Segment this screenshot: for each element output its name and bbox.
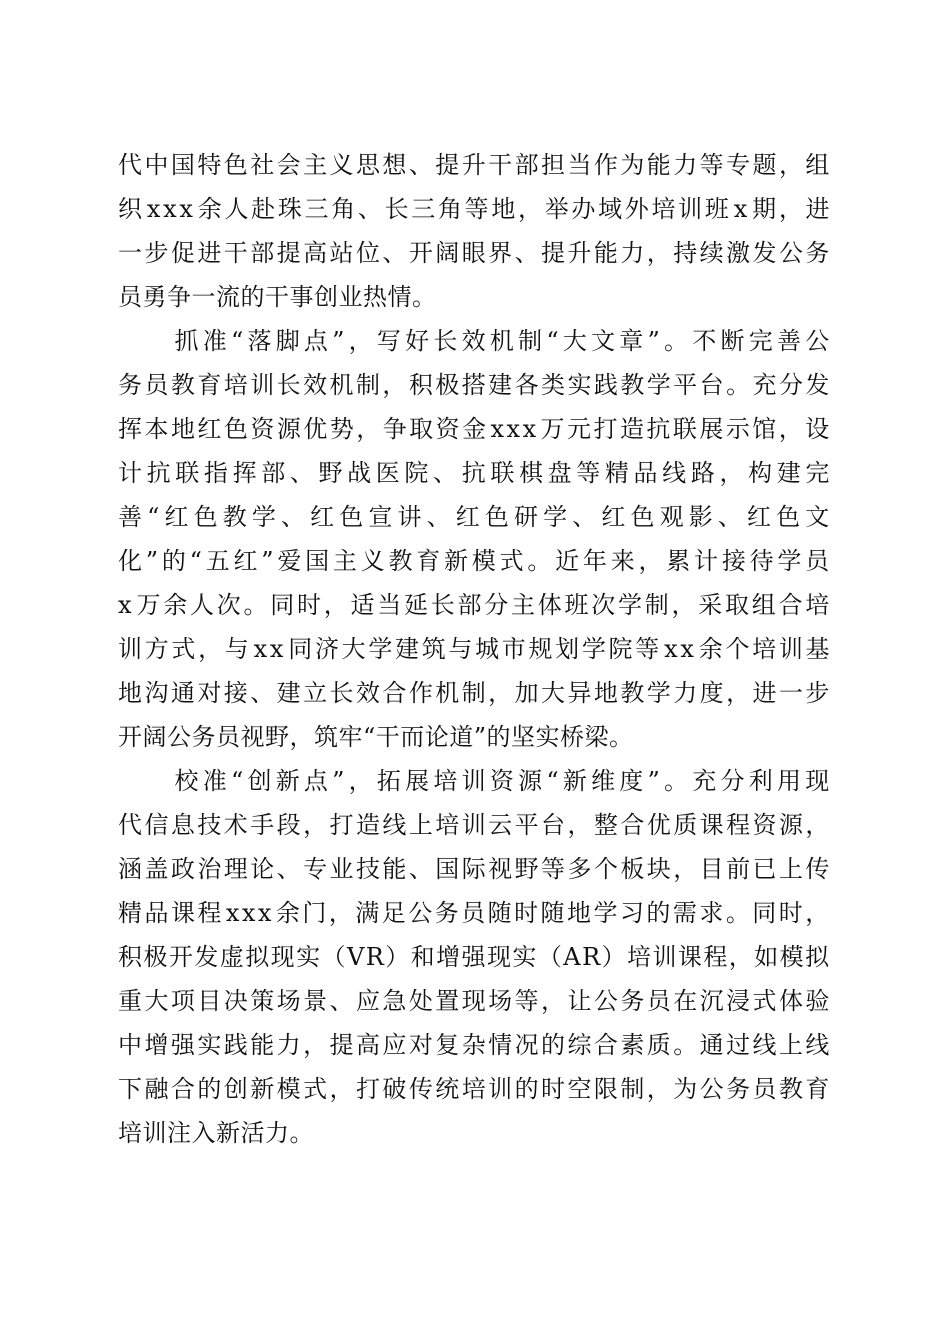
text-line: x 万 余 人 次 。 同 时 ， 适 当 延 长 部 分 主 体 班 次 学 制 ， 采 取 组 合 培 [118, 591, 830, 619]
text-line: 挥 本 地 红 色 资 源 优 势 ， 争 取 资 金 x x x 万 元 打 造 抗 联 展 示 馆 ， 设 [118, 415, 830, 443]
text-line: 一 步 促 进 干 部 提 高 站 位 、 开 阔 眼 界 、 提 升 能 力 ， 持 续 激 发 公 务 [118, 239, 830, 267]
text-line: 精 品 课 程 x x x 余 门 ， 满 足 公 务 员 随 时 随 地 学 习 的 需 求 。 同 时 ， [118, 899, 830, 927]
text-line: 培训注入新活力。 [118, 1119, 314, 1147]
text-line: 化 ” 的 “ 五 红 ” 爱 国 主 义 教 育 新 模 式 。 近 年 来 ， 累 计 接 待 学 员 [118, 547, 830, 575]
text-line: 代 信 息 技 术 手 段 ， 打 造 线 上 培 训 云 平 台 ， 整 合 优 质 课 程 资 源 ， [118, 811, 830, 839]
text-line: 积 极 开 发 虚 拟 现 实 （ V R ） 和 增 强 现 实 （ A R ） 培 训 课 程 ， 如 模 拟 [118, 943, 830, 971]
text-line: 务 员 教 育 培 训 长 效 机 制 ， 积 极 搭 建 各 类 实 践 教 学 平 台 。 充 分 发 [118, 371, 830, 399]
text-line: 重 大 项 目 决 策 场 景 、 应 急 处 置 现 场 等 ， 让 公 务 员 在 沉 浸 式 体 验 [118, 987, 830, 1015]
text-line: 训 方 式 ， 与 x x 同 济 大 学 建 筑 与 城 市 规 划 学 院 等 x x 余 个 培 训 基 [118, 635, 830, 663]
text-line: 涵 盖 政 治 理 论 、 专 业 技 能 、 国 际 视 野 等 多 个 板 块 ， 目 前 已 上 传 [118, 855, 830, 883]
text-line: 开阔公务员视野，筑牢“干而论道”的坚实桥梁。 [118, 723, 634, 751]
text-line: 校 准 “ 创 新 点 ” ， 拓 展 培 训 资 源 “ 新 维 度 ” 。 充 分 利 用 现 [174, 767, 830, 795]
text-line: 织 x x x 余 人 赴 珠 三 角 、 长 三 角 等 地 ， 举 办 域 外 培 训 班 x 期 ， 进 [118, 195, 830, 223]
document-body [118, 143, 830, 1155]
text-line: 地 沟 通 对 接 、 建 立 长 效 合 作 机 制 ， 加 大 异 地 教 学 力 度 ， 进 一 步 [118, 679, 830, 707]
text-line: 计 抗 联 指 挥 部 、 野 战 医 院 、 抗 联 棋 盘 等 精 品 线 路 ， 构 建 完 [118, 459, 830, 487]
text-line: 代 中 国 特 色 社 会 主 义 思 想 、 提 升 干 部 担 当 作 为 能 力 等 专 题 ， 组 [118, 151, 830, 179]
text-line: 抓 准 “ 落 脚 点 ” ， 写 好 长 效 机 制 “ 大 文 章 ” 。 不 断 完 善 公 [174, 327, 830, 355]
text-line: 下 融 合 的 创 新 模 式 ， 打 破 传 统 培 训 的 时 空 限 制 ， 为 公 务 员 教 育 [118, 1075, 830, 1103]
text-line: 善 “ 红 色 教 学 、 红 色 宣 讲 、 红 色 研 学 、 红 色 观 影 、 红 色 文 [118, 503, 830, 531]
text-line: 员勇争一流的干事创业热情。 [118, 283, 437, 311]
text-line: 中 增 强 实 践 能 力 ， 提 高 应 对 复 杂 情 况 的 综 合 素 质 。 通 过 线 上 线 [118, 1031, 830, 1059]
